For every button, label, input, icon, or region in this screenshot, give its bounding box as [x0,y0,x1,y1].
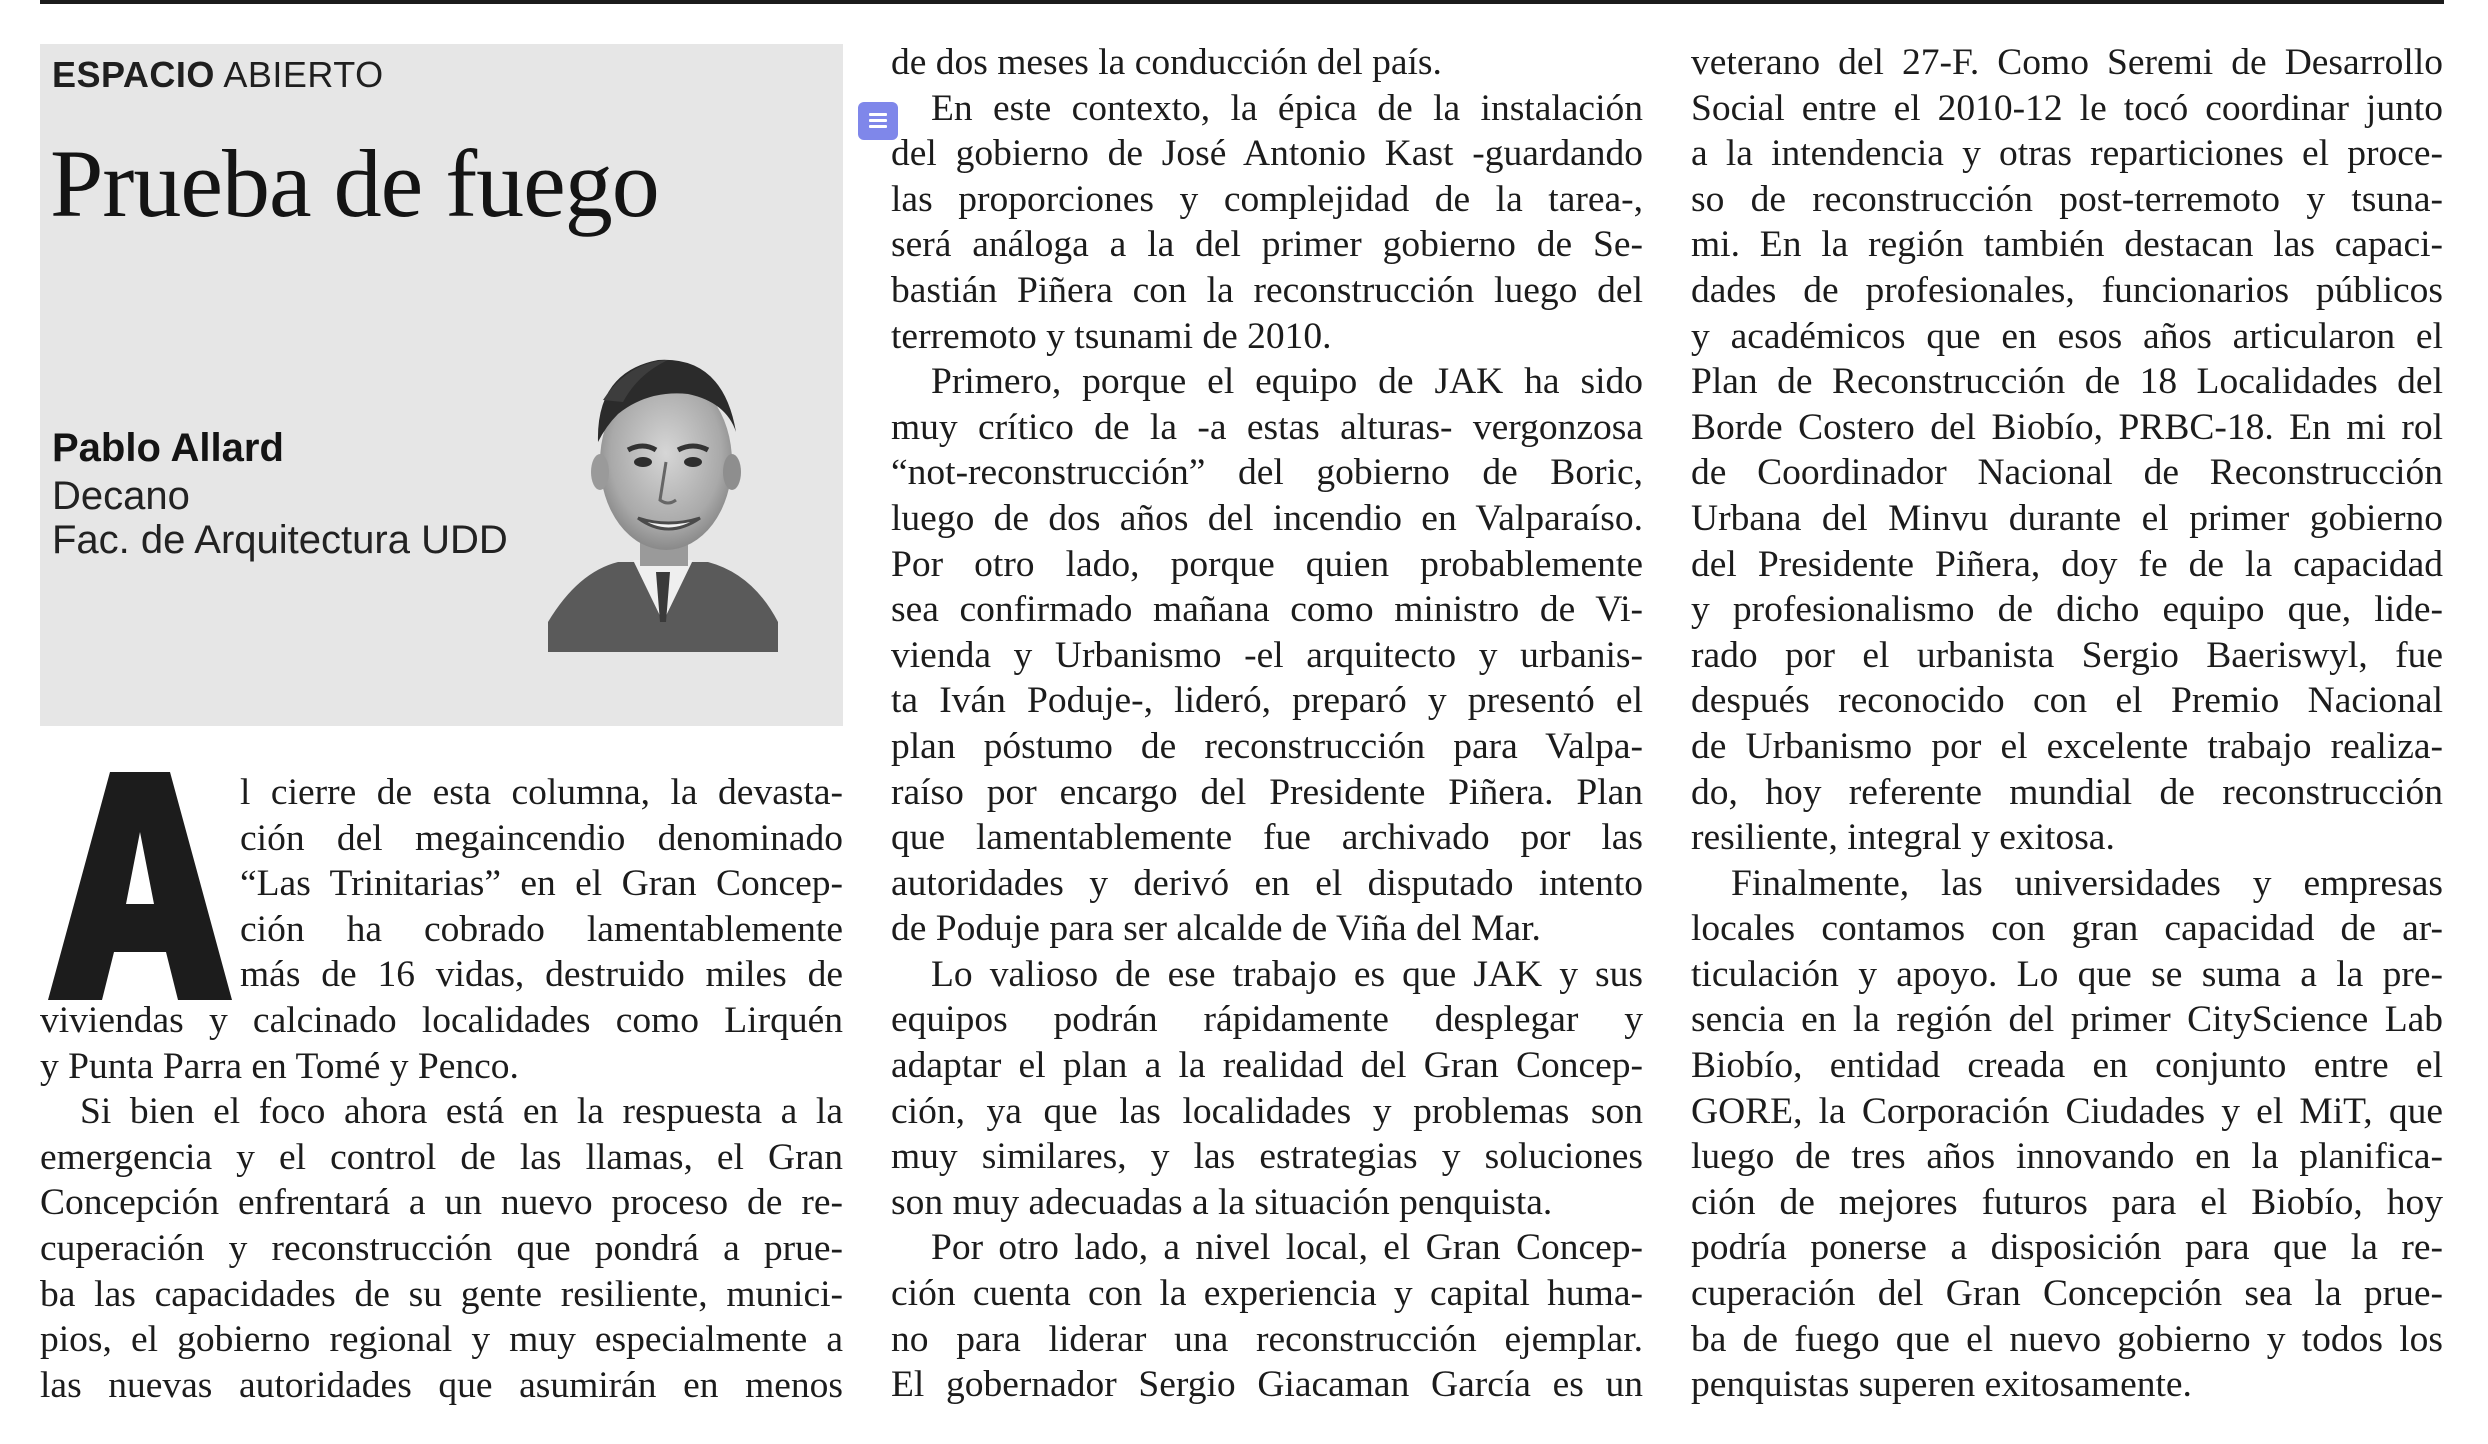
article-line: viviendas y calcinado localidades como Lirquén [40,999,843,1041]
article-line: equipos podrán rápidamente desplegar y [891,999,1643,1041]
headline: Prueba de fuego [50,130,659,237]
article-line: sencia en la región del primer CityScience Lab [1691,999,2443,1041]
article-line: muy similares, y las estrategias y soluciones [891,1136,1643,1178]
article-line: ba de fuego que el nuevo gobierno y todos los [1691,1318,2443,1360]
article-line: Primero, porque el equipo de JAK ha sido [931,361,1643,403]
article-line: dades de profesionales, funcionarios públicos [1691,269,2443,311]
article-line: de Coordinador Nacional de Reconstrucción [1691,452,2443,494]
article-line: del gobierno de José Antonio Kast -guardando [891,133,1643,175]
article-line: y Punta Parra en Tomé y Penco. [40,1045,519,1087]
article-line: resiliente, integral y exitosa. [1691,817,2115,859]
article-line: Finalmente, las universidades y empresas [1731,862,2443,904]
article-line: son muy adecuadas a la situación penquista. [891,1181,1553,1223]
article-line: Si bien el foco ahora está en la respuesta a la [80,1091,843,1133]
article-line: GORE, la Corporación Ciudades y el MiT, que [1691,1090,2443,1132]
article-line: no para liderar una reconstrucción ejemplar. [891,1318,1643,1360]
article-line: El gobernador Sergio Giacaman García es un [891,1364,1643,1406]
article-line: pios, el gobierno regional y muy especialmente a [40,1319,843,1361]
article-line: Por otro lado, a nivel local, el Gran Concep- [931,1227,1643,1269]
article-line: do, hoy referente mundial de reconstrucción [1691,771,2443,813]
article-line: terremoto y tsunami de 2010. [891,315,1332,357]
article-line: sea confirmado mañana como ministro de Vi- [891,589,1643,631]
article-line: so de reconstrucción post-terremoto y tsuna- [1691,178,2443,220]
article-line: a la intendencia y otras reparticiones el proce- [1691,133,2443,175]
article-line: Lo valioso de ese trabajo es que JAK y sus [931,953,1643,995]
article-column-1 [40,770,843,1408]
article-line: Por otro lado, porque quien probablemente [891,543,1643,585]
article-line: ción del megaincendio denominado [240,817,843,859]
article-line: y profesionalismo de dicho equipo que, lide- [1691,589,2443,631]
section-label-light: ABIERTO [223,54,384,95]
article-line: veterano del 27-F. Como Seremi de Desarrollo [1691,42,2443,83]
article-line: será análoga a la del primer gobierno de Se- [891,224,1643,266]
article-line: Social entre el 2010-12 le tocó coordinar junto [1691,87,2443,129]
article-line: y académicos que en esos años articularon el [1691,315,2443,357]
article-line: mi. En la región también destacan las capaci- [1691,224,2443,266]
article-line: l cierre de esta columna, la devasta- [240,772,843,813]
article-line: ción de mejores futuros para el Biobío, hoy [1691,1181,2443,1223]
article-line: ta Iván Poduje-, lideró, preparó y presentó el [891,680,1643,722]
article-line: bastián Piñera con la reconstrucción luego del [891,269,1643,311]
article-line: raíso por encargo del Presidente Piñera. Plan [891,771,1643,813]
article-line: locales contamos con gran capacidad de ar- [1691,908,2443,950]
section-label-bold: ESPACIO [52,54,215,95]
author-portrait-photo [548,322,778,652]
article-line: después reconocido con el Premio Nacional [1691,680,2443,722]
article-column-3 [1691,40,2443,1408]
article-line: Borde Costero del Biobío, PRBC-18. En mi rol [1691,406,2443,448]
article-line: penquistas superen exitosamente. [1691,1364,2192,1406]
article-line: rado por el urbanista Sergio Baeriswyl, fue [1691,634,2443,676]
article-line: cuperación y reconstrucción que pondrá a prue- [40,1227,843,1269]
article-line: de Poduje para ser alcalde de Viña del Mar. [891,908,1541,950]
author-name: Pablo Allard [52,426,284,470]
article-line: ción, ya que las localidades y problemas son [891,1090,1643,1132]
article-line: vienda y Urbanismo -el arquitecto y urbanis- [891,634,1643,676]
article-line: que lamentablemente fue archivado por las [891,817,1643,859]
article-column-2 [891,40,1643,1408]
author-faculty: Fac. de Arquitectura UDD [52,518,508,562]
article-line: Concepción enfrentará a un nuevo proceso de re- [40,1182,843,1224]
article-line: las nuevas autoridades que asumirán en menos [40,1364,843,1406]
article-line: del Presidente Piñera, doy fe de la capacidad [1691,543,2443,585]
article-line: luego de tres años innovando en la planifica- [1691,1136,2443,1178]
article-line: “not-reconstrucción” del gobierno de Boric, [891,452,1643,494]
article-line: emergencia y el control de las llamas, el Gran [40,1136,843,1178]
article-line: podría ponerse a disposición para que la re- [1691,1227,2443,1269]
article-line: En este contexto, la épica de la instalación [931,87,1643,129]
article-line: Urbana del Minvu durante el primer gobierno [1691,497,2443,539]
article-line: plan póstumo de reconstrucción para Valpa- [891,725,1643,767]
article-line: autoridades y derivó en el disputado intento [891,862,1643,904]
article-line: de dos meses la conducción del país. [891,42,1442,83]
article-line: luego de dos años del incendio en Valparaíso. [891,497,1643,539]
article-line: ba las capacidades de su gente resiliente, munici- [40,1273,843,1315]
article-line: las proporciones y complejidad de la tarea-, [891,178,1643,220]
author-role: Decano [52,474,190,518]
article-line: de Urbanismo por el excelente trabajo realiza- [1691,725,2443,767]
article-line: Plan de Reconstrucción de 18 Localidades del [1691,361,2443,403]
article-line: adaptar el plan a la realidad del Gran Concep- [891,1045,1643,1087]
article-line: ción ha cobrado lamentablemente [240,908,843,950]
article-line: “Las Trinitarias” en el Gran Concep- [240,863,843,905]
article-line: ción cuenta con la experiencia y capital huma- [891,1273,1643,1315]
article-line: más de 16 vidas, destruido miles de [240,954,843,996]
article-line: Biobío, entidad creada en conjunto entre el [1691,1045,2443,1087]
article-line: cuperación del Gran Concepción sea la prue- [1691,1273,2443,1315]
top-rule [40,0,2444,4]
section-label [52,54,384,96]
article-line: ticulación y apoyo. Lo que se suma a la pre- [1691,953,2443,995]
article-line: muy crítico de la -a estas alturas- vergonzosa [891,406,1643,448]
